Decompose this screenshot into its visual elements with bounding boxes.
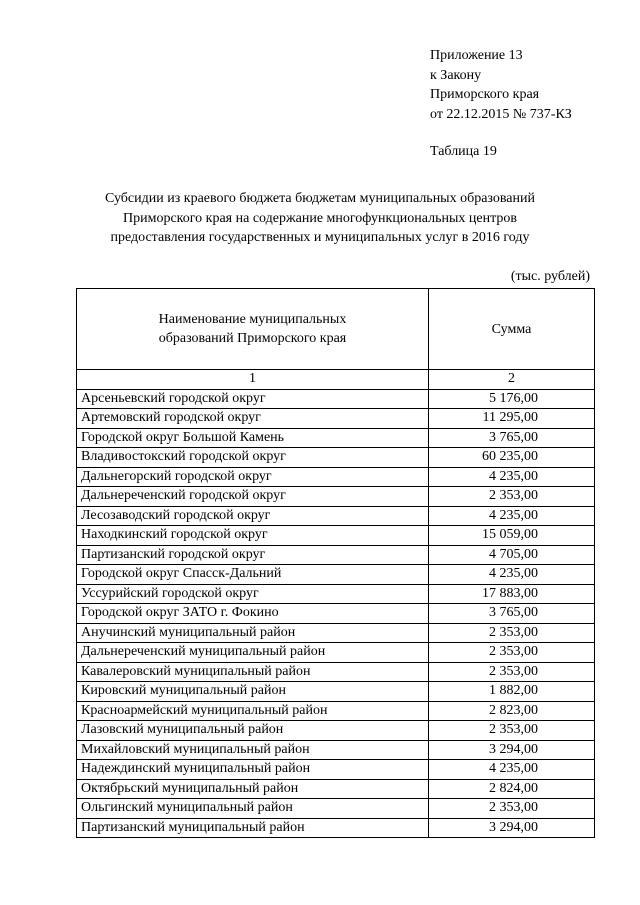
table-row xyxy=(77,643,595,663)
row-sum: 11 295,00 xyxy=(429,409,595,429)
table-row xyxy=(77,721,595,741)
row-name: Арсеньевский городской округ xyxy=(77,389,429,409)
row-sum: 4 235,00 xyxy=(429,467,595,487)
subsidy-table xyxy=(76,288,595,838)
table-row xyxy=(77,604,595,624)
row-sum: 2 353,00 xyxy=(429,662,595,682)
row-name: Партизанский городской округ xyxy=(77,545,429,565)
table-row xyxy=(77,818,595,838)
row-sum: 3 765,00 xyxy=(429,604,595,624)
title-line: Приморского края на содержание многофункциональных центров xyxy=(123,210,517,226)
table-row xyxy=(77,506,595,526)
row-sum: 2 353,00 xyxy=(429,799,595,819)
row-sum: 2 353,00 xyxy=(429,487,595,507)
row-sum: 3 294,00 xyxy=(429,740,595,760)
table-row xyxy=(77,701,595,721)
row-name: Кавалеровский муниципальный район xyxy=(77,662,429,682)
row-name: Дальнереченский муниципальный район xyxy=(77,643,429,663)
header-name: Наименование муниципальных образований Приморского края xyxy=(77,289,429,370)
table-row xyxy=(77,487,595,507)
row-sum: 4 235,00 xyxy=(429,760,595,780)
row-name: Уссурийский городской округ xyxy=(77,584,429,604)
row-name: Лесозаводский городской округ xyxy=(77,506,429,526)
table-row xyxy=(77,545,595,565)
table-header-row xyxy=(77,289,595,370)
table-row xyxy=(77,389,595,409)
document-title xyxy=(70,189,570,248)
row-name: Октябрьский муниципальный район xyxy=(77,779,429,799)
row-name: Находкинский городской округ xyxy=(77,526,429,546)
row-sum: 5 176,00 xyxy=(429,389,595,409)
title-line: предоставления государственных и муниципальных услуг в 2016 году xyxy=(110,230,530,245)
table-row xyxy=(77,428,595,448)
row-name: Городской округ Большой Камень xyxy=(77,428,429,448)
appendix-line: Приложение 13 xyxy=(430,48,523,63)
row-name: Городской округ Спасск-Дальний xyxy=(77,565,429,585)
row-name: Артемовский городской округ xyxy=(77,409,429,429)
units-label: (тыс. рублей) xyxy=(510,269,590,284)
table-row xyxy=(77,740,595,760)
row-sum: 2 353,00 xyxy=(429,623,595,643)
row-sum: 60 235,00 xyxy=(429,448,595,468)
row-name: Партизанский муниципальный район xyxy=(77,818,429,838)
row-name: Лазовский муниципальный район xyxy=(77,721,429,741)
table-row xyxy=(77,662,595,682)
row-name: Ольгинский муниципальный район xyxy=(77,799,429,819)
table-row xyxy=(77,779,595,799)
row-sum: 1 882,00 xyxy=(429,682,595,702)
row-name: Красноармейский муниципальный район xyxy=(77,701,429,721)
row-sum: 15 059,00 xyxy=(429,526,595,546)
appendix-line: к Закону xyxy=(430,67,482,83)
table-row xyxy=(77,467,595,487)
row-name: Дальнегорский городской округ xyxy=(77,467,429,487)
appendix-line: Приморского края xyxy=(430,87,540,102)
row-name: Кировский муниципальный район xyxy=(77,682,429,702)
row-sum: 2 353,00 xyxy=(429,721,595,741)
header-sum: Сумма xyxy=(429,289,595,370)
column-number: 1 xyxy=(77,370,429,390)
row-name: Владивостокский городской округ xyxy=(77,448,429,468)
table-row xyxy=(77,799,595,819)
row-name: Надеждинский муниципальный район xyxy=(77,760,429,780)
table-row xyxy=(77,584,595,604)
row-sum: 17 883,00 xyxy=(429,584,595,604)
table-row xyxy=(77,409,595,429)
column-number: 2 xyxy=(429,370,595,390)
row-sum: 2 824,00 xyxy=(429,779,595,799)
table-row xyxy=(77,760,595,780)
row-sum: 4 235,00 xyxy=(429,565,595,585)
appendix-line: от 22.12.2015 № 737-КЗ xyxy=(430,106,572,122)
table-row xyxy=(77,682,595,702)
appendix-block xyxy=(430,46,572,124)
row-sum: 4 705,00 xyxy=(429,545,595,565)
row-sum: 2 823,00 xyxy=(429,701,595,721)
row-name: Михайловский муниципальный район xyxy=(77,740,429,760)
row-sum: 3 765,00 xyxy=(429,428,595,448)
column-number-row xyxy=(77,370,595,390)
table-number: Таблица 19 xyxy=(430,144,497,159)
table-row xyxy=(77,623,595,643)
row-sum: 2 353,00 xyxy=(429,643,595,663)
row-name: Анучинский муниципальный район xyxy=(77,623,429,643)
row-sum: 4 235,00 xyxy=(429,506,595,526)
row-sum: 3 294,00 xyxy=(429,818,595,838)
row-name: Городской округ ЗАТО г. Фокино xyxy=(77,604,429,624)
table-row xyxy=(77,565,595,585)
table-row xyxy=(77,448,595,468)
title-line: Субсидии из краевого бюджета бюджетам муниципальных образований xyxy=(105,191,535,206)
table-row xyxy=(77,526,595,546)
row-name: Дальнереченский городской округ xyxy=(77,487,429,507)
